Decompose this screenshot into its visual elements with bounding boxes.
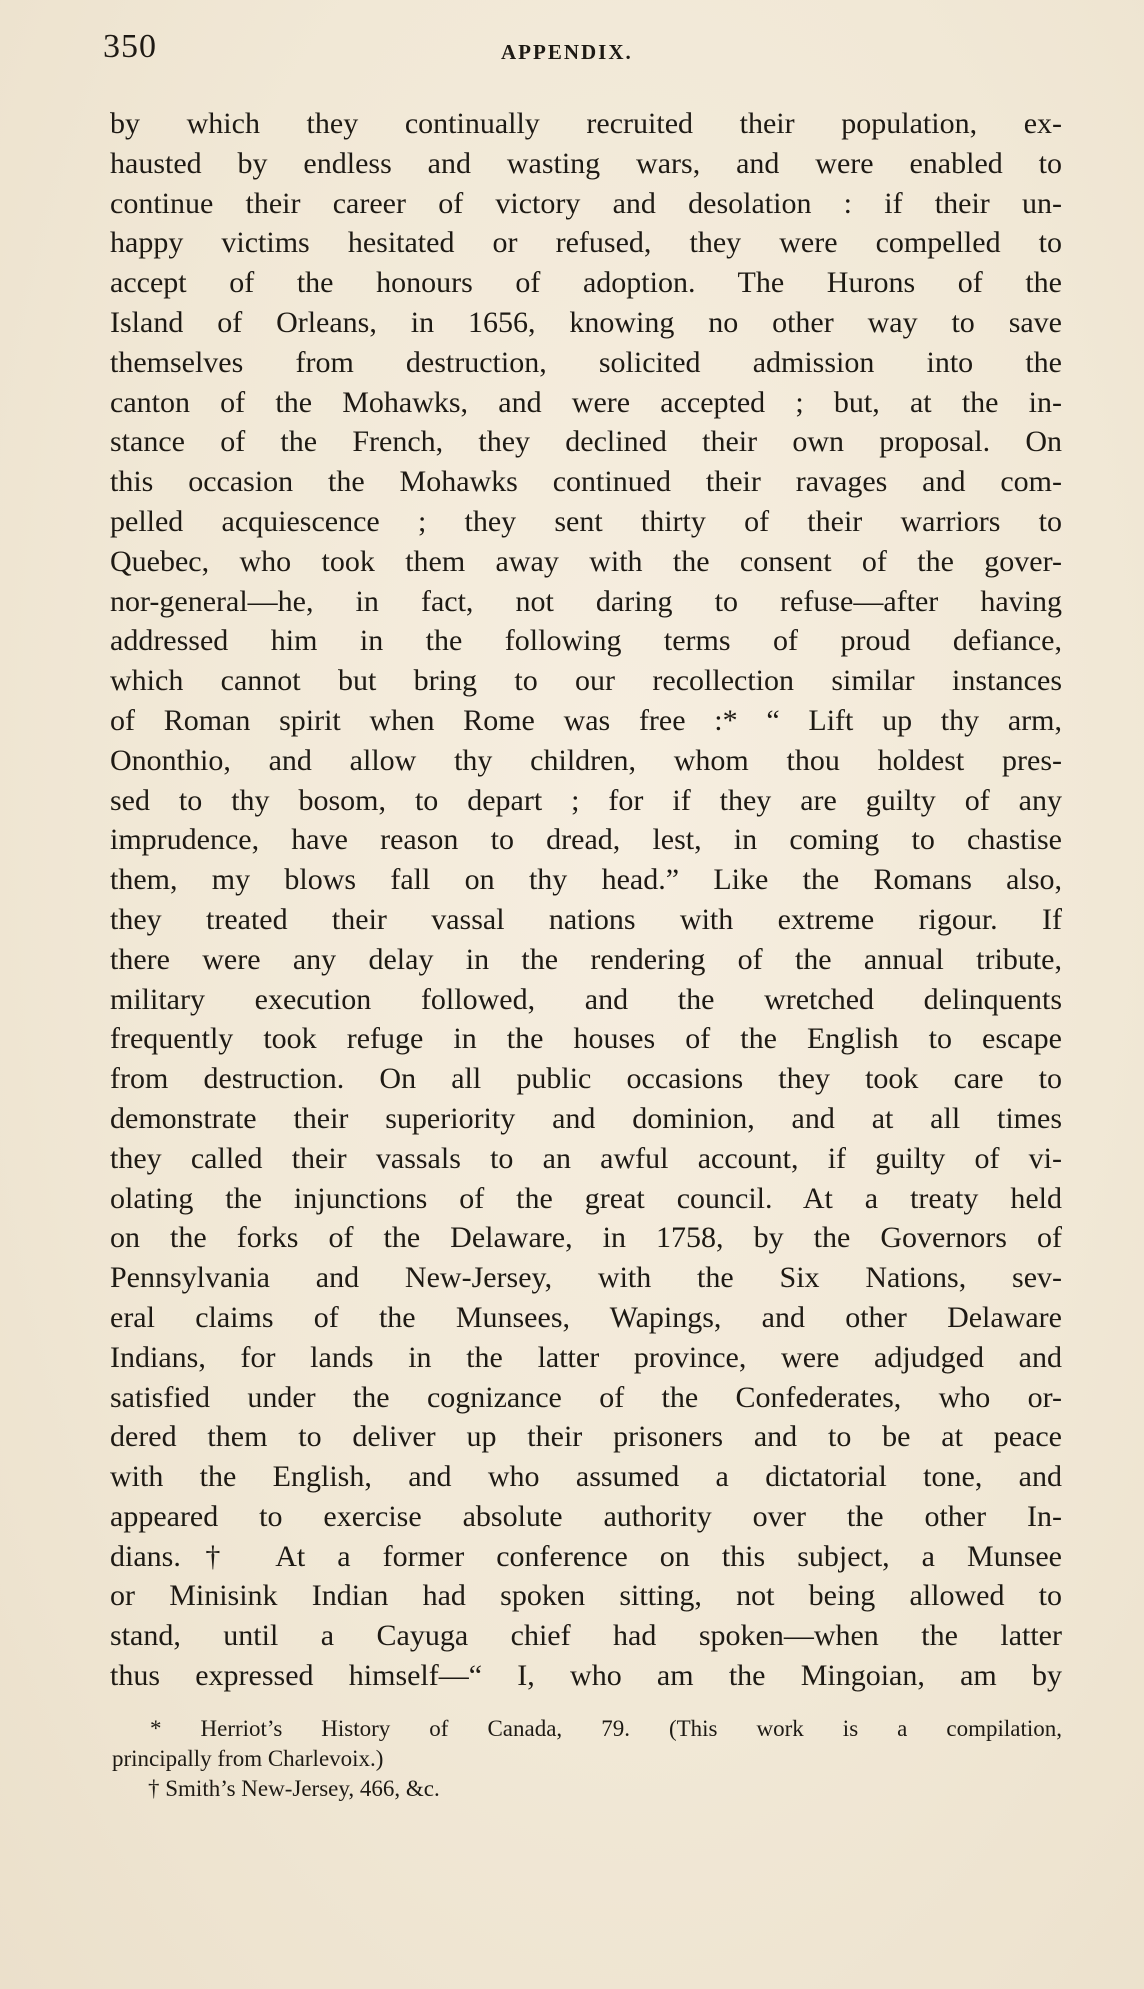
text-line: pelled acquiescence ; they sent thirty of their warriors to xyxy=(110,504,1062,538)
text-line: olating the injunctions of the great council. At a treaty held xyxy=(110,1181,1062,1215)
text-line: them, my blows fall on thy head.” Like the Romans also, xyxy=(110,863,1062,897)
text-line: by which they continually recruited their population, ex- xyxy=(110,107,1062,140)
page-number: 350 xyxy=(103,28,157,65)
text-line: of Roman spirit when Rome was free :* “ Lift up thy arm, xyxy=(110,703,1062,737)
text-line: there were any delay in the rendering of the annual tribute, xyxy=(110,942,1062,976)
text-line: they called their vassals to an awful account, if guilty of vi- xyxy=(110,1141,1062,1175)
text-line: stand, until a Cayuga chief had spoken—when the latter xyxy=(110,1619,1062,1653)
text-line: imprudence, have reason to dread, lest, in coming to chastise xyxy=(110,823,1062,857)
footnote-1-continuation: principally from Charlevoix.) xyxy=(112,1746,384,1771)
text-line: canton of the Mohawks, and were accepted ; but, at the in- xyxy=(110,385,1062,419)
text-line: happy victims hesitated or refused, they were compelled to xyxy=(110,226,1062,260)
text-line: addressed him in the following terms of proud defiance, xyxy=(110,624,1062,658)
text-line: stance of the French, they declined their own proposal. On xyxy=(110,425,1062,459)
footnote-2: † Smith’s New-Jersey, 466, &c. xyxy=(148,1776,440,1801)
text-line: or Minisink Indian had spoken sitting, not being allowed to xyxy=(110,1579,1062,1613)
text-line: dians.† At a former conference on this subject, a Munsee xyxy=(110,1539,1062,1573)
text-line: nor-general—he, in fact, not daring to refuse—after having xyxy=(110,584,1062,618)
running-head: APPENDIX. xyxy=(501,40,633,64)
text-line: thus expressed himself—“ I, who am the Mingoian, am by xyxy=(110,1659,1062,1693)
text-line: eral claims of the Munsees, Wapings, and other Delaware xyxy=(110,1300,1062,1334)
text-line: with the English, and who assumed a dictatorial tone, and xyxy=(110,1460,1062,1494)
text-line: appeared to exercise absolute authority over the other In- xyxy=(110,1499,1062,1533)
text-line: Indians, for lands in the latter province, were adjudged and xyxy=(110,1340,1062,1374)
footnote-1: * Herriot’s History of Canada, 79. (This work is a compilation, xyxy=(150,1716,1062,1741)
text-line: this occasion the Mohawks continued their ravages and com- xyxy=(110,465,1062,499)
text-line: Ononthio, and allow thy children, whom thou holdest pres- xyxy=(110,743,1062,777)
page-header xyxy=(103,28,1063,78)
text-line: themselves from destruction, solicited admission into the xyxy=(110,345,1062,379)
text-line: on the forks of the Delaware, in 1758, by the Governors of xyxy=(110,1221,1062,1255)
text-line: they treated their vassal nations with extreme rigour. If xyxy=(110,902,1062,936)
text-line: which cannot but bring to our recollection similar instances xyxy=(110,664,1062,698)
text-line: demonstrate their superiority and dominion, and at all times xyxy=(110,1101,1062,1135)
text-line: dered them to deliver up their prisoners and to be at peace xyxy=(110,1420,1062,1454)
text-line: continue their career of victory and desolation : if their un- xyxy=(110,186,1062,220)
text-line: accept of the honours of adoption. The Hurons of the xyxy=(110,266,1062,300)
text-line: frequently took refuge in the houses of the English to escape xyxy=(110,1022,1062,1056)
footnotes xyxy=(110,1714,1062,1804)
text-line: hausted by endless and wasting wars, and were enabled to xyxy=(110,146,1062,180)
text-line: Pennsylvania and New-Jersey, with the Six Nations, sev- xyxy=(110,1261,1062,1295)
text-line: Quebec, who took them away with the consent of the gover- xyxy=(110,544,1062,578)
text-line: Island of Orleans, in 1656, knowing no other way to save xyxy=(110,305,1062,339)
text-line: sed to thy bosom, to depart ; for if they are guilty of any xyxy=(110,783,1062,817)
text-line: military execution followed, and the wretched delinquents xyxy=(110,982,1062,1016)
text-line: from destruction. On all public occasions they took care to xyxy=(110,1062,1062,1096)
body-text xyxy=(110,104,1062,1696)
text-line: satisfied under the cognizance of the Confederates, who or- xyxy=(110,1380,1062,1414)
